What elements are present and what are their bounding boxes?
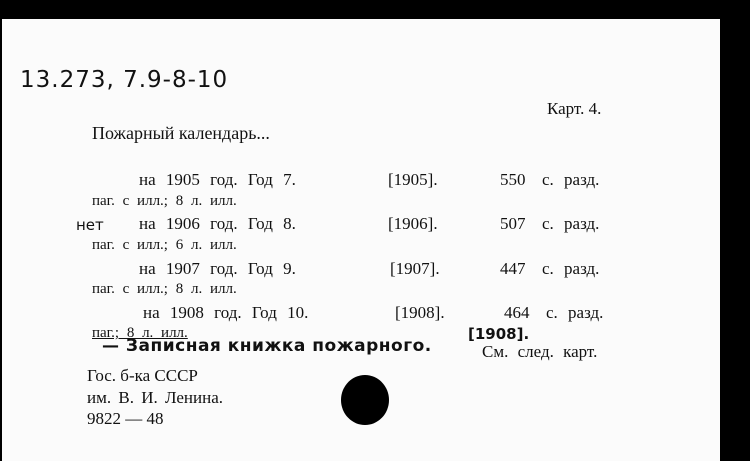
entry-pages: 507 — [500, 214, 526, 233]
entry-date: [1908]. — [395, 303, 445, 322]
entry-pages: 447 — [500, 259, 526, 278]
call-number: 13.273, 7.9-8-10 — [20, 67, 229, 93]
card-title: Пожарный календарь... — [92, 123, 270, 143]
handwritten-note: — Записная книжка пожарного. — [102, 336, 432, 356]
handwritten-mark: нет — [76, 216, 104, 234]
entry-desc: паг. с илл.; 6 л. илл. — [92, 237, 237, 253]
entry-date: [1906]. — [388, 214, 438, 233]
entry-label: на 1906 год. Год 8. — [139, 214, 296, 233]
entry-label: на 1905 год. Год 7. — [139, 170, 296, 189]
library-line: Гос. б-ка СССР — [87, 366, 198, 385]
library-line: 9822 — 48 — [87, 409, 164, 428]
entry-desc: паг. с илл.; 8 л. илл. — [92, 193, 237, 209]
see-next-card: См. след. карт. — [482, 342, 598, 361]
entry-date: [1905]. — [388, 170, 438, 189]
handwritten-date: [1908]. — [468, 325, 530, 343]
card-number: Карт. 4. — [547, 99, 602, 118]
entry-label: на 1908 год. Год 10. — [143, 303, 309, 322]
entry-pages-suffix: с. разд. — [546, 303, 604, 322]
entry-label: на 1907 год. Год 9. — [139, 259, 296, 278]
library-line: им. В. И. Ленина. — [87, 388, 224, 407]
catalog-card — [2, 19, 720, 461]
entry-pages-suffix: с. разд. — [542, 170, 600, 189]
entry-pages: 550 — [500, 170, 526, 189]
entry-pages-suffix: с. разд. — [542, 259, 600, 278]
punch-hole — [341, 375, 389, 425]
entry-desc: паг.; 8 л. илл. — [92, 325, 188, 341]
entry-desc: паг. с илл.; 8 л. илл. — [92, 281, 237, 297]
entry-pages-suffix: с. разд. — [542, 214, 600, 233]
entry-date: [1907]. — [390, 259, 440, 278]
entry-pages: 464 — [504, 303, 530, 322]
